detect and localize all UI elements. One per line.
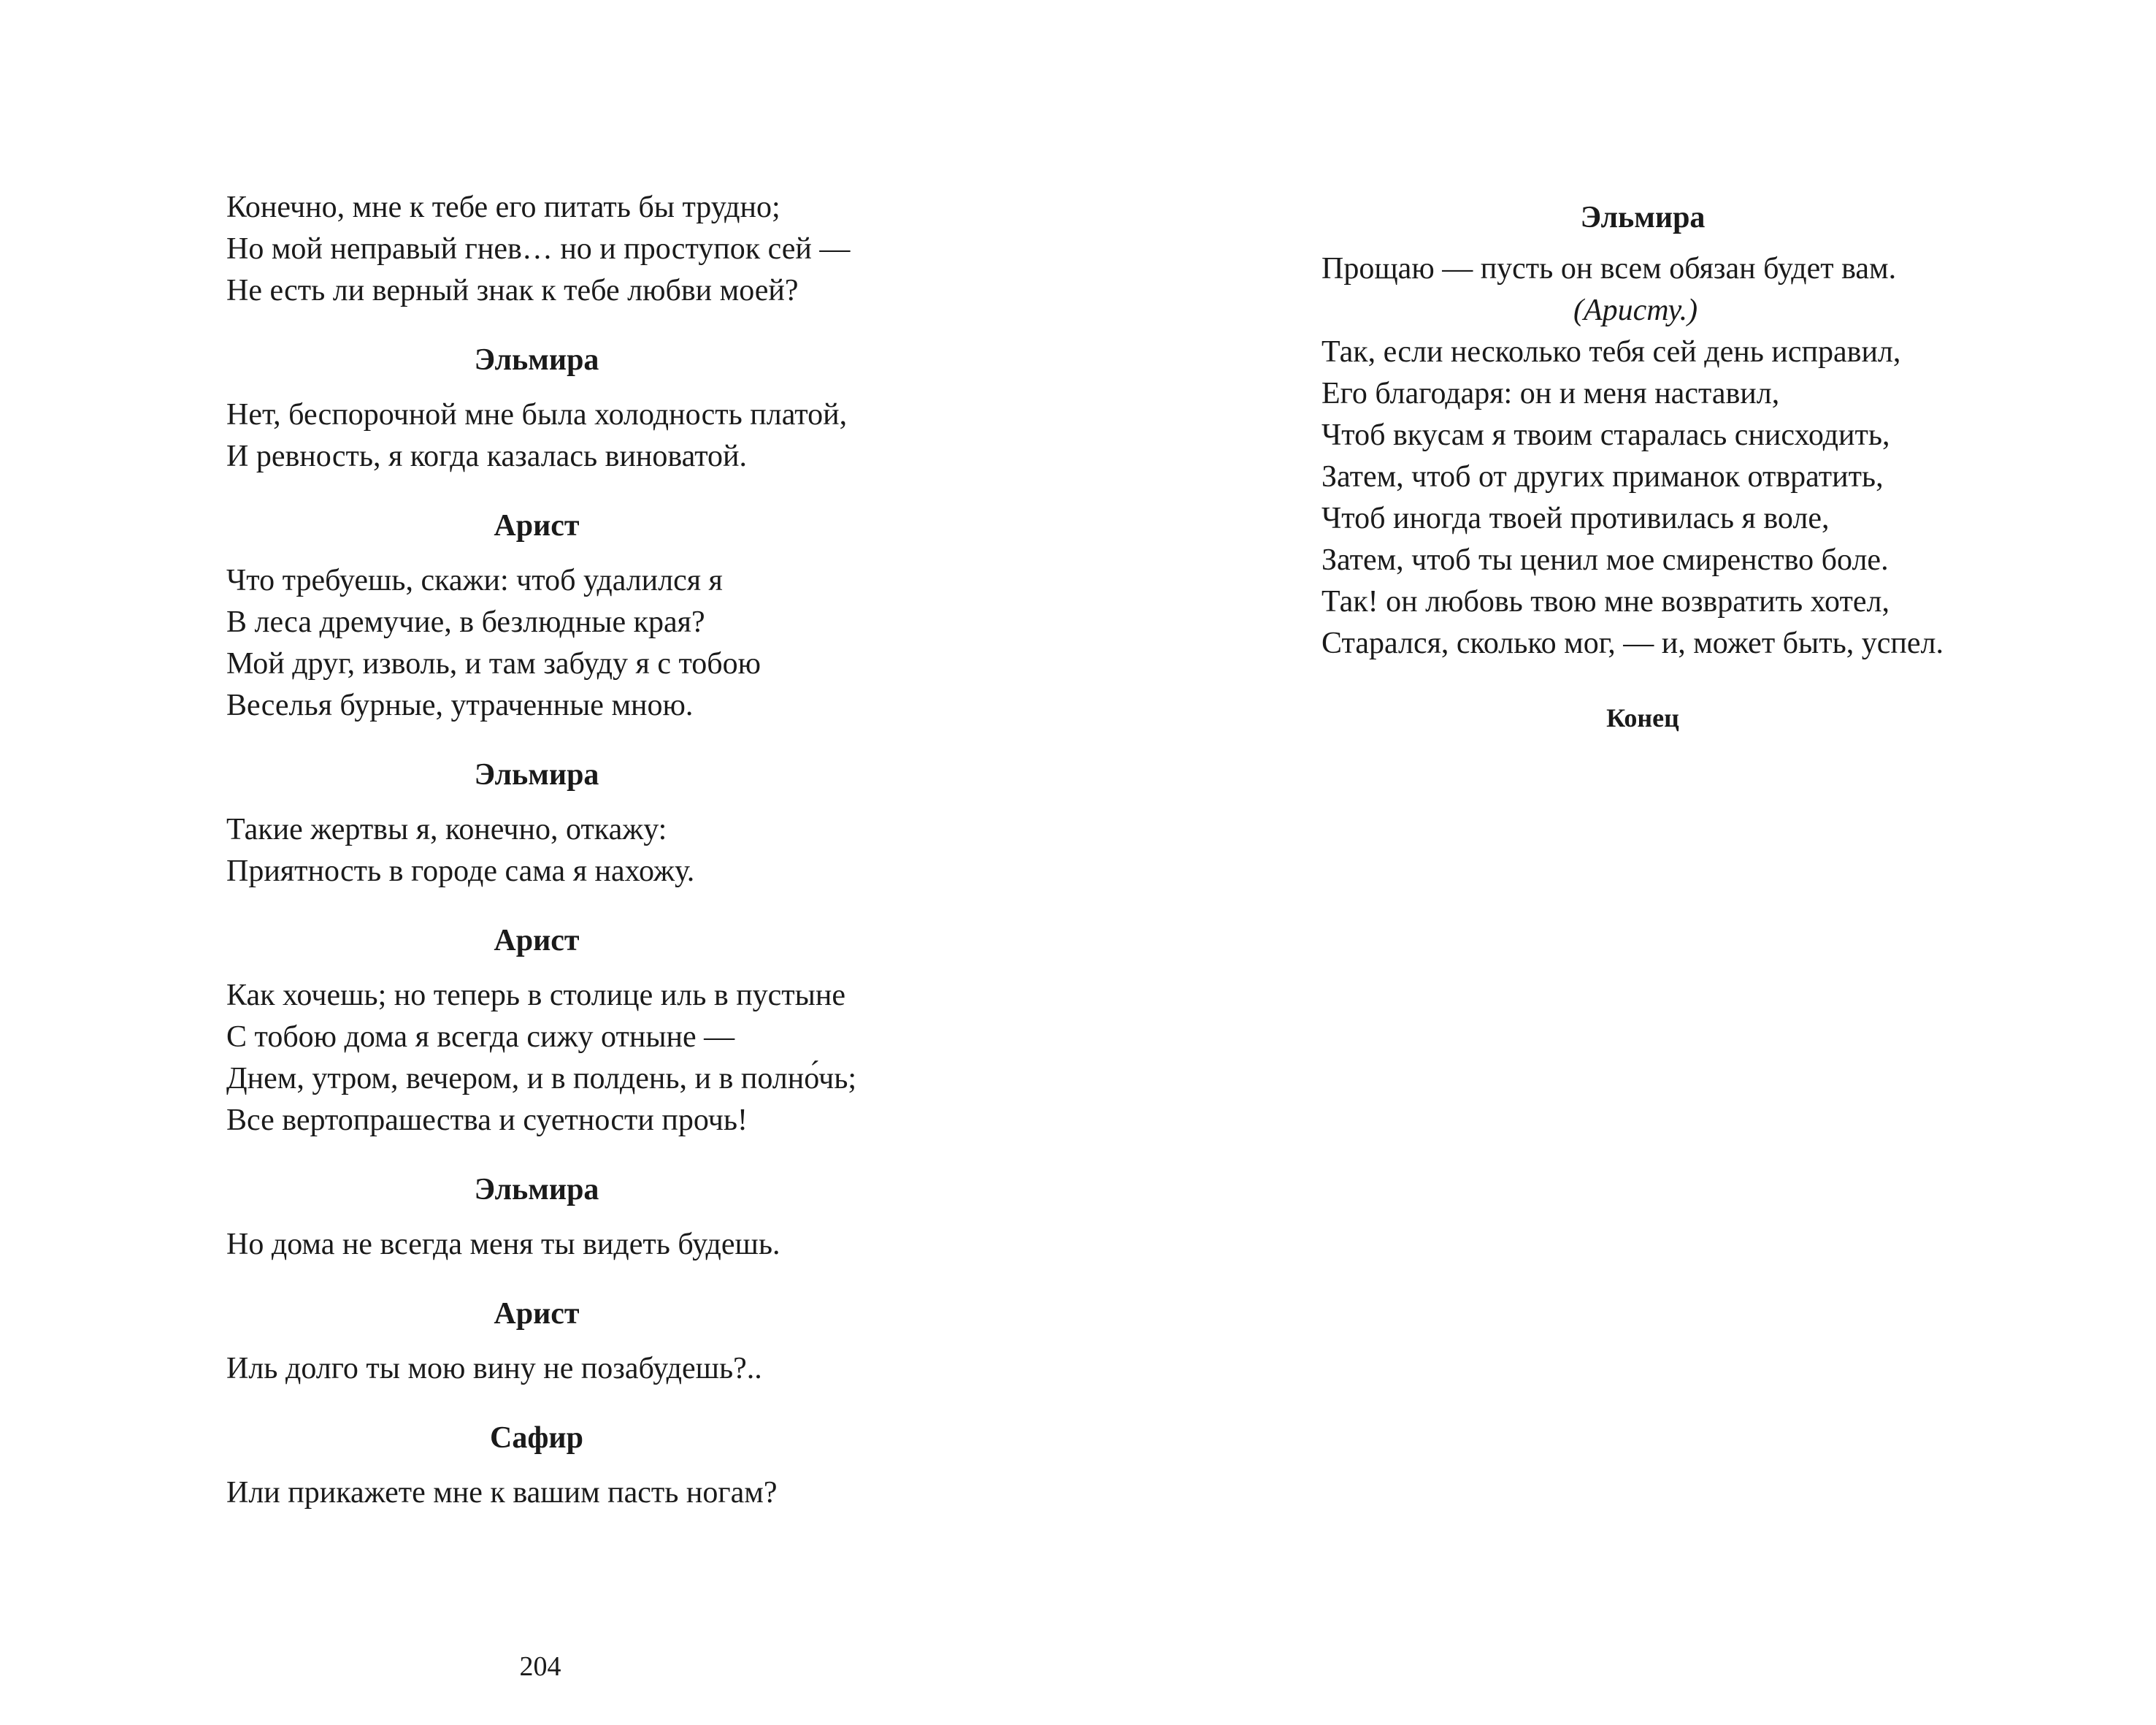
speaker-name: Сафир xyxy=(490,1421,583,1455)
verse-line: Но дома не всегда меня ты видеть будешь. xyxy=(226,1228,780,1261)
verse-line: Иль долго ты мою вину не позабудешь?.. xyxy=(226,1352,762,1385)
verse-line: Старался, сколько мог, — и, может быть, успел. xyxy=(1321,627,1944,660)
end-mark: Конец xyxy=(1606,703,1679,733)
speaker-name: Арист xyxy=(494,509,580,543)
verse-line: Затем, чтоб от других приманок отвратить, xyxy=(1321,460,1884,494)
verse-line: С тобою дома я всегда сижу отныне — xyxy=(226,1020,735,1054)
verse-line: Его благодаря: он и меня наставил, xyxy=(1321,377,1780,410)
verse-line: Не есть ли верный знак к тебе любви моей? xyxy=(226,274,799,307)
verse-line: Веселья бурные, утраченные мною. xyxy=(226,689,694,722)
verse-line: Затем, чтоб ты ценил мое смиренство боле. xyxy=(1321,543,1889,577)
verse-line: Или прикажете мне к вашим пасть ногам? xyxy=(226,1476,778,1510)
verse-line: Мой друг, изволь, и там забуду я с тобою xyxy=(226,647,761,681)
verse-line: Конечно, мне к тебе его питать бы трудно; xyxy=(226,191,780,224)
verse-line: Что требуешь, скажи: чтоб удалился я xyxy=(226,564,723,597)
stage-direction: (Аристу.) xyxy=(1573,294,1698,327)
verse-line: Чтоб иногда твоей противилась я воле, xyxy=(1321,502,1830,535)
verse-line: Все вертопрашества и суетности прочь! xyxy=(226,1104,748,1137)
verse-line: В леса дремучие, в безлюдные края? xyxy=(226,605,705,639)
speaker-name: Эльмира xyxy=(1580,201,1706,234)
verse-line: Днем, утром, вечером, и в полдень, и в полно́чь; xyxy=(226,1062,857,1095)
speaker-name: Эльмира xyxy=(474,1173,599,1206)
speaker-name: Арист xyxy=(494,924,580,957)
verse-line: Так, если несколько тебя сей день исправил, xyxy=(1321,335,1901,369)
page-number: 204 xyxy=(519,1651,561,1682)
verse-line: Нет, беспорочной мне была холодность платой, xyxy=(226,398,848,432)
verse-line: Чтоб вкусам я твоим старалась снисходить, xyxy=(1321,418,1890,452)
verse-line: Но мой неправый гнев… но и проступок сей — xyxy=(226,232,851,266)
verse-line: Как хочешь; но теперь в столице иль в пустыне xyxy=(226,979,845,1012)
verse-line: И ревность, я когда казалась виноватой. xyxy=(226,440,748,473)
verse-line: Так! он любовь твою мне возвратить хотел, xyxy=(1321,585,1890,619)
speaker-name: Эльмира xyxy=(474,343,599,377)
verse-line: Приятность в городе сама я нахожу. xyxy=(226,854,695,888)
verse-line: Прощаю — пусть он всем обязан будет вам. xyxy=(1321,252,1897,286)
verse-line: Такие жертвы я, конечно, откажу: xyxy=(226,813,667,846)
speaker-name: Арист xyxy=(494,1297,580,1331)
speaker-name: Эльмира xyxy=(474,758,599,792)
